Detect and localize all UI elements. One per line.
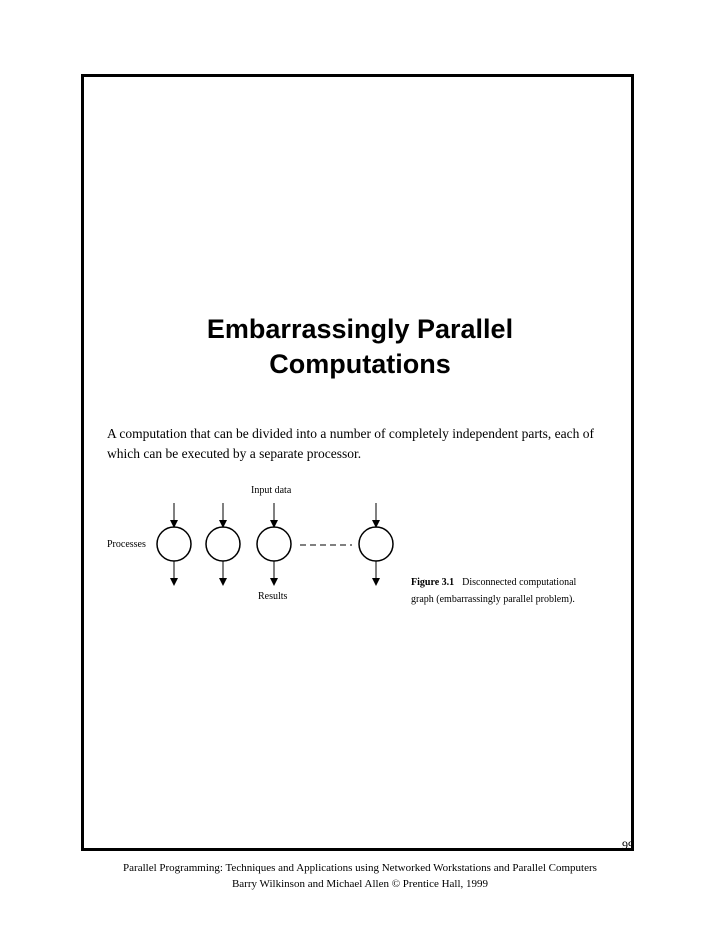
process-node-n (359, 503, 393, 582)
caption-line-2: graph (embarrassingly parallel problem). (411, 594, 575, 605)
caption-line-1 (411, 574, 576, 591)
description-line-2: which can be executed by a separate processor. (107, 446, 362, 461)
title-line-2: Computations (269, 349, 451, 379)
title-line-1: Embarrassingly Parallel (206, 314, 514, 344)
footer (0, 860, 720, 892)
process-node-2 (206, 503, 240, 582)
description-line-1: A computation that can be divided into a number of completely independent parts, each of (107, 426, 594, 441)
caption-number: Figure 3.1 (411, 577, 455, 588)
process-node-3 (257, 503, 291, 582)
results-label: Results (258, 591, 288, 602)
processes-label: Processes (107, 539, 146, 550)
page-number: 99 (622, 838, 634, 852)
caption-text-1: Disconnected computational (462, 577, 577, 588)
input-data-label: Input data (251, 485, 292, 496)
figure-caption (411, 574, 576, 608)
footer-line-2: Barry Wilkinson and Michael Allen © Prentice Hall, 1999 (231, 878, 489, 890)
footer-line-1: Parallel Programming: Techniques and Applications using Networked Workstations and Parallel Computers (123, 862, 597, 874)
process-node-1 (157, 503, 191, 582)
